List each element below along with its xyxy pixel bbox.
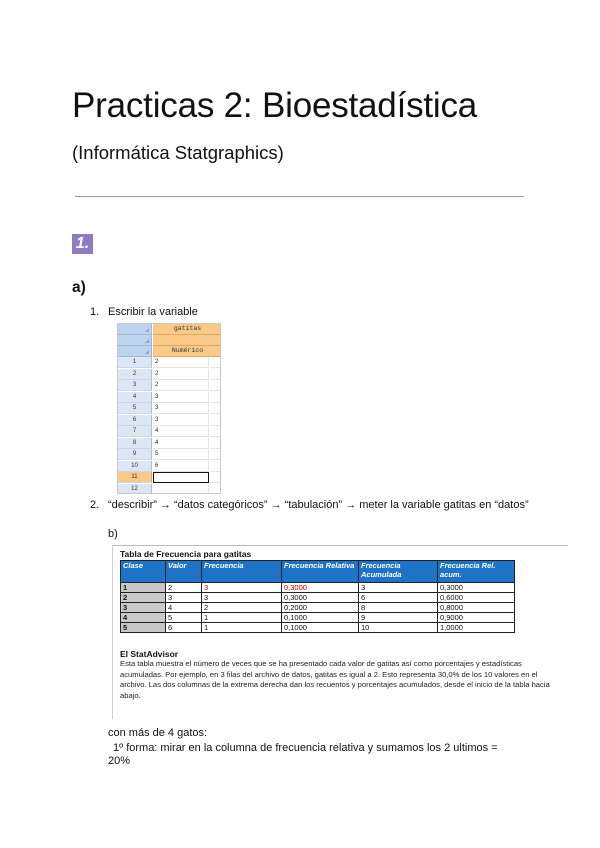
row-number: 6 [118,415,152,426]
table-cell: 1 [202,623,282,633]
table-cell: 2 [166,583,202,593]
sheet-corner-cell [118,324,152,335]
substep-b-label: b) [108,528,118,540]
row-number: 8 [118,438,152,449]
row-value: 4 [153,426,209,437]
row-number: 12 [118,484,152,495]
page-subtitle: (Informática Statgraphics) [72,142,284,163]
variable-label-cell [153,335,221,346]
table-row [121,603,515,613]
table-cell: 10 [359,623,438,633]
sheet-header-name [118,324,221,335]
note-line-2: 1º forma: mirar en la columna de frecuencia relativa y sumamos los 2 ultimos = [113,742,498,754]
empty-cell [210,380,221,391]
table-cell: 0,3000 [282,593,359,603]
sheet-row [118,380,221,391]
selected-cell [153,472,209,483]
table-cell: 6 [359,593,438,603]
table-cell: 8 [359,603,438,613]
table-cell: 4 [166,603,202,613]
row-number: 4 [118,392,152,403]
step-text: “describir” → “datos categóricos” → “tabulación” → meter la variable gatitas en “datos” [108,499,529,511]
table-cell: 1 [121,583,166,593]
frequency-table-title: Tabla de Frecuencia para gatitas [120,549,252,559]
sheet-corner-cell [118,335,152,346]
table-cell: 0,1000 [282,613,359,623]
header-clase: Clase [121,561,166,583]
page-title: Practicas 2: Bioestadística [72,86,478,125]
table-cell: 9 [359,613,438,623]
row-value: 2 [153,369,209,380]
row-value: 6 [153,461,209,472]
sheet-header-blank [118,335,221,346]
row-value: 3 [153,392,209,403]
frequency-table-header [121,561,515,583]
table-cell: 0,1000 [282,623,359,633]
table-cell: 0,2000 [282,603,359,613]
statadvisor-text: Esta tabla muestra el número de veces que se ha presentado cada valor de gatitas así como porcentajes y estadísticas acumuladas. Por ejemplo, en 3 filas del archivo de datos, gatitas es igual a 2. Esto representa 30,0% de los 10 valores en el archivo. Las dos columnas de la extrema derecha dan los recuentos y porcentajes acumulados, desde el inicio de la tabla hacia abajo. [120,659,550,700]
table-cell: 6 [166,623,202,633]
sheet-row [118,357,221,368]
sheet-row [118,392,221,403]
step-2 [90,499,550,527]
table-cell: 2 [202,603,282,613]
table-cell: 5 [121,623,166,633]
row-number: 5 [118,403,152,414]
table-cell: 3 [166,593,202,603]
sheet-row [118,369,221,380]
header-valor: Valor [166,561,202,583]
table-row [121,613,515,623]
empty-cell [210,357,221,368]
table-row [121,623,515,633]
row-value: 5 [153,449,209,460]
header-frecuencia-relativa: Frecuencia Relativa [282,561,359,583]
variable-name-cell: gatitas [153,324,221,335]
sheet-row [118,438,221,449]
empty-cell [210,369,221,380]
table-cell: 0,3000 [282,583,359,593]
table-cell: 5 [166,613,202,623]
row-number: 1 [118,357,152,368]
table-cell: 3 [202,593,282,603]
row-value: 2 [153,380,209,391]
row-number: 10 [118,461,152,472]
section-number-badge: 1. [72,234,93,254]
empty-cell [210,484,221,495]
note-line-3: 20% [108,755,131,767]
step-number: 1. [90,306,100,318]
row-value: 2 [153,357,209,368]
frequency-table [120,560,515,633]
sheet-row [118,484,221,495]
empty-cell [210,415,221,426]
step-number: 2. [90,499,100,511]
table-cell: 3 [202,583,282,593]
sheet-row [118,426,221,437]
sheet-corner-cell [118,346,152,357]
row-number: 7 [118,426,152,437]
empty-cell [210,392,221,403]
empty-cell [210,438,221,449]
empty-cell [210,461,221,472]
table-cell: 3 [121,603,166,613]
sheet-row [118,449,221,460]
row-number: 11 [118,472,152,483]
table-cell: 1,0000 [438,623,515,633]
sheet-row [118,403,221,414]
row-value [153,484,209,495]
statadvisor-title: El StatAdvisor [120,649,179,659]
row-number: 2 [118,369,152,380]
subsection-heading: a) [72,279,86,296]
table-row [121,583,515,593]
variable-type-cell: Numérico [153,346,221,357]
note-line-1: con más de 4 gatos: [108,727,208,739]
table-row [121,593,515,603]
table-cell: 0,8000 [438,603,515,613]
frequency-table-panel [112,545,568,719]
step-1 [90,306,550,320]
empty-cell [210,472,221,483]
frequency-table-body [121,583,515,633]
step-text: Escribir la variable [108,306,198,318]
table-cell: 2 [121,593,166,603]
sheet-row [118,461,221,472]
table-cell: 0,6000 [438,593,515,603]
header-frecuencia: Frecuencia [202,561,282,583]
row-value: 4 [153,438,209,449]
title-divider [75,196,524,197]
row-number: 3 [118,380,152,391]
row-value: 3 [153,403,209,414]
sheet-header-type [118,346,221,357]
spreadsheet-screenshot [117,323,221,494]
table-cell: 0,3000 [438,583,515,593]
table-cell: 3 [359,583,438,593]
row-number: 9 [118,449,152,460]
sheet-row [118,415,221,426]
table-cell: 1 [202,613,282,623]
header-frecuencia-rel-acum: Frecuencia Rel. acum. [438,561,515,583]
table-cell: 4 [121,613,166,623]
row-value: 3 [153,415,209,426]
header-frecuencia-acumulada: Frecuencia Acumulada [359,561,438,583]
sheet-row [118,472,221,483]
empty-cell [210,403,221,414]
empty-cell [210,449,221,460]
table-cell: 0,9000 [438,613,515,623]
empty-cell [210,426,221,437]
